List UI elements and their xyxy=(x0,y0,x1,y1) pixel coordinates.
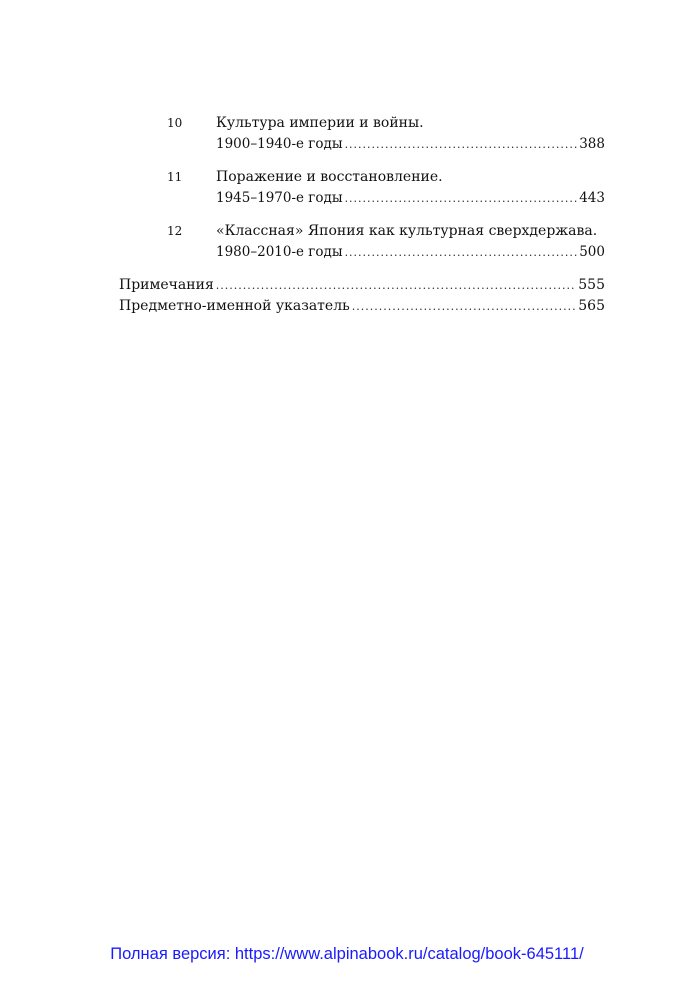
chapter-number: 12 xyxy=(167,224,183,238)
page-number: 555 xyxy=(578,277,605,293)
page-number: 565 xyxy=(578,298,605,314)
chapter-title: Поражение и восстановление. xyxy=(216,169,443,185)
toc-chapter-10[interactable] xyxy=(119,113,605,155)
chapter-period-line xyxy=(216,134,605,155)
toc-back-matter xyxy=(119,275,605,317)
chapter-period-line xyxy=(216,242,605,263)
chapter-title: «Классная» Япония как культурная сверхдержава. xyxy=(216,223,598,239)
entry-label: Примечания xyxy=(119,277,214,293)
toc-chapter-12[interactable] xyxy=(119,221,605,263)
dot-leader xyxy=(352,296,577,317)
full-version-link[interactable]: Полная версия: https://www.alpinabook.ru/catalog/book-645111/ xyxy=(110,945,584,963)
page-number: 500 xyxy=(579,244,605,260)
chapter-number: 11 xyxy=(167,170,183,184)
dot-leader xyxy=(345,134,578,155)
toc-entry-notes[interactable] xyxy=(119,275,605,296)
chapter-number: 10 xyxy=(167,116,183,130)
chapter-title: Культура империи и войны. xyxy=(216,115,424,131)
page-number: 388 xyxy=(579,136,605,152)
table-of-contents xyxy=(119,113,605,317)
chapter-period: 1945–1970-е годы xyxy=(216,190,343,206)
chapter-period: 1980–2010-е годы xyxy=(216,244,343,260)
dot-leader xyxy=(216,275,576,296)
chapter-period-line xyxy=(216,188,605,209)
dot-leader xyxy=(345,188,578,209)
entry-label: Предметно-именной указатель xyxy=(119,298,350,314)
chapter-period: 1900–1940-е годы xyxy=(216,136,343,152)
toc-entry-index[interactable] xyxy=(119,296,605,317)
dot-leader xyxy=(345,242,578,263)
page-number: 443 xyxy=(579,190,605,206)
toc-chapter-11[interactable] xyxy=(119,167,605,209)
